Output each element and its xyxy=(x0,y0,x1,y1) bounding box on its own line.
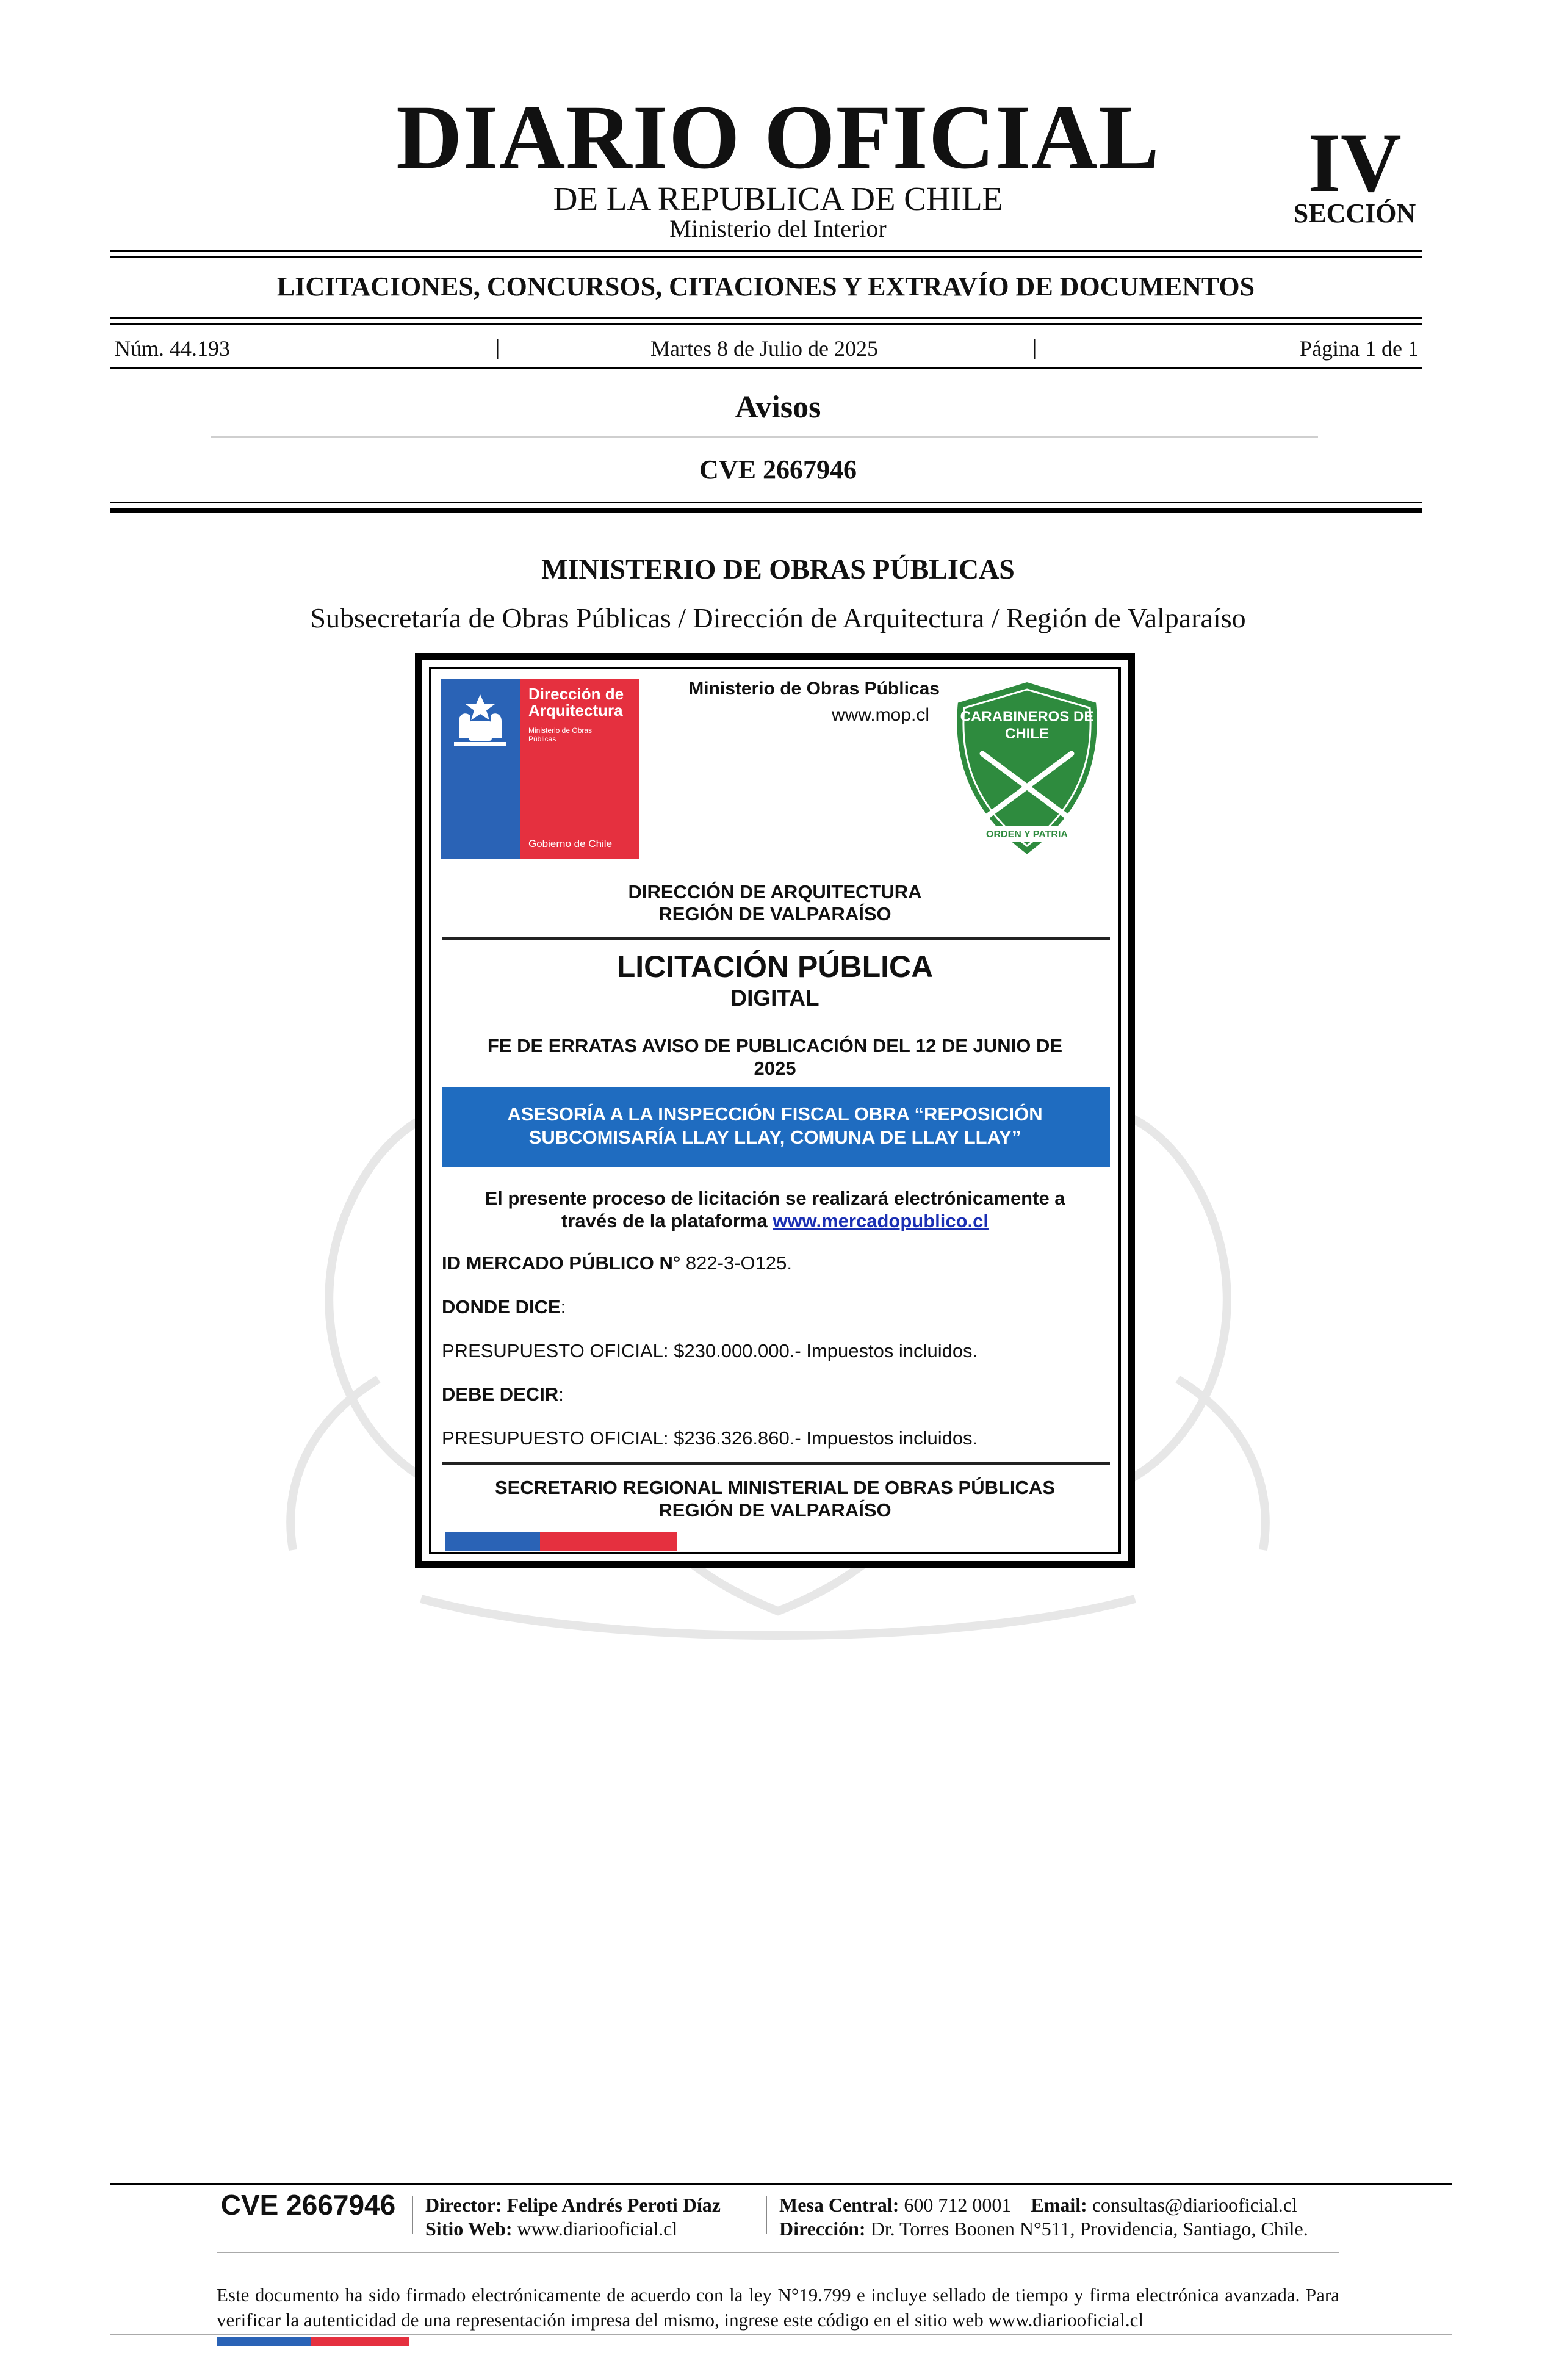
notice-divider xyxy=(442,937,1110,940)
footer-cve: CVE 2667946 xyxy=(220,2189,396,2221)
process-line xyxy=(439,1210,1111,1232)
issue-number: Núm. 44.193 xyxy=(115,336,230,361)
process-line: El presente proceso de licitación se realizará electrónicamente a xyxy=(484,1188,1065,1209)
footer-divider xyxy=(766,2196,767,2234)
id-label: ID MERCADO PÚBLICO N° xyxy=(442,1252,681,1274)
email-label: Email: xyxy=(1031,2194,1087,2216)
ministry-title: MINISTERIO DE OBRAS PÚBLICAS xyxy=(541,554,1015,585)
section-label: SECCIÓN xyxy=(1293,198,1416,228)
carabineros-badge-icon xyxy=(945,677,1109,860)
id-value: 822-3-O125. xyxy=(685,1252,792,1274)
tender-type: DIGITAL xyxy=(730,986,819,1011)
coat-of-arms-icon xyxy=(441,683,520,757)
says-line xyxy=(442,1296,566,1318)
should-line xyxy=(442,1383,564,1405)
notice-divider xyxy=(442,1462,1110,1465)
footer-rule-mid xyxy=(217,2252,1339,2253)
footer-rule-top xyxy=(110,2183,1452,2185)
meta-separator: | xyxy=(1032,335,1037,359)
logo-red-panel xyxy=(520,679,639,859)
director-label: Director: xyxy=(425,2194,502,2216)
masthead-rule-bottom xyxy=(110,256,1422,258)
email-value[interactable]: consultas@diariooficial.cl xyxy=(1092,2194,1297,2216)
newspaper-subtitle: DE LA REPUBLICA DE CHILE xyxy=(553,180,1003,217)
flag-blue xyxy=(445,1532,540,1551)
cve-rule-thick xyxy=(110,508,1422,513)
phone-label: Mesa Central: xyxy=(779,2194,899,2216)
web-value[interactable]: www.diariooficial.cl xyxy=(517,2218,678,2240)
flag-red xyxy=(540,1532,677,1551)
address-line xyxy=(779,2219,1308,2238)
newspaper-title: DIARIO OFICIAL xyxy=(396,87,1160,188)
footer-divider xyxy=(412,2196,413,2234)
cve-rule-thin xyxy=(110,502,1422,503)
logo-subline: Públicas xyxy=(528,735,556,744)
colon: : xyxy=(558,1383,564,1405)
signatory-line: REGIÓN DE VALPARAÍSO xyxy=(658,1499,891,1521)
contact-line xyxy=(779,2195,1297,2215)
meta-separator: | xyxy=(495,335,500,359)
director-line xyxy=(425,2195,721,2215)
web-label: Sitio Web: xyxy=(425,2218,513,2240)
address-value: Dr. Torres Boonen N°511, Providencia, Santiago, Chile. xyxy=(870,2218,1308,2240)
mop-name: Ministerio de Obras Públicas xyxy=(688,679,940,699)
address-label: Dirección: xyxy=(779,2218,866,2240)
header-rule-bottom xyxy=(110,323,1422,325)
signatory-line: SECRETARIO REGIONAL MINISTERIAL DE OBRAS PÚBLICAS xyxy=(494,1477,1055,1498)
ministry-line: Ministerio del Interior xyxy=(669,215,887,242)
phone-value: 600 712 0001 xyxy=(904,2194,1012,2216)
budget-new: PRESUPUESTO OFICIAL: $236.326.860.- Impuestos incluidos. xyxy=(442,1427,978,1449)
ministry-subtitle: Subsecretaría de Obras Públicas / Dirección de Arquitectura / Región de Valparaíso xyxy=(310,602,1246,633)
logo-subline: Ministerio de Obras xyxy=(528,726,593,735)
badge-text-top: CARABINEROS DE xyxy=(960,709,1094,725)
direction-line: DIRECCIÓN DE ARQUITECTURA xyxy=(628,881,922,903)
masthead-rule-top xyxy=(110,250,1422,252)
website-line xyxy=(425,2219,677,2238)
category-title: Avisos xyxy=(735,390,821,425)
footer-rule-bottom xyxy=(110,2334,1452,2335)
flag-blue xyxy=(217,2337,311,2346)
tender-title: LICITACIÓN PÚBLICA xyxy=(616,950,934,984)
logo-line: Dirección de xyxy=(528,685,624,703)
logo-line: Arquitectura xyxy=(528,701,623,720)
badge-text-mid: CHILE xyxy=(1005,726,1049,742)
meta-rule xyxy=(110,367,1422,369)
director-name: Felipe Andrés Peroti Díaz xyxy=(506,2194,721,2216)
issue-date: Martes 8 de Julio de 2025 xyxy=(650,336,878,361)
logo-footer: Gobierno de Chile xyxy=(528,838,613,849)
mop-url: www.mop.cl xyxy=(831,705,929,725)
category-rule xyxy=(211,436,1318,438)
should-label: DEBE DECIR xyxy=(442,1383,559,1405)
process-text: través de la plataforma xyxy=(561,1210,768,1231)
section-header: LICITACIONES, CONCURSOS, CITACIONES Y EXTRAVÍO DE DOCUMENTOS xyxy=(276,272,1255,301)
says-label: DONDE DICE xyxy=(442,1296,561,1318)
mercadopublico-link[interactable]: www.mercadopublico.cl xyxy=(773,1210,989,1231)
errata-line: FE DE ERRATAS AVISO DE PUBLICACIÓN DEL 12 DE JUNIO DE xyxy=(487,1035,1063,1056)
flag-red xyxy=(311,2337,409,2346)
notice-flag-bar xyxy=(445,1532,677,1551)
cve-header: CVE 2667946 xyxy=(699,455,857,485)
signature-notice: Este documento ha sido firmado electrónicamente de acuerdo con la ley N°19.799 e incluye sellado de tiempo y firma electrónica avanzada. Para verificar la autenticidad de una representación impresa del mismo, ingrese este código en el sitio web www.diariooficial.cl xyxy=(217,2284,1339,2331)
project-line: ASESORÍA A LA INSPECCIÓN FISCAL OBRA “REPOSICIÓN xyxy=(507,1103,1043,1125)
project-line: SUBCOMISARÍA LLAY LLAY, COMUNA DE LLAY LLAY” xyxy=(528,1127,1021,1148)
badge-ribbon: ORDEN Y PATRIA xyxy=(986,829,1068,840)
section-number: IV xyxy=(1308,116,1402,209)
id-line xyxy=(442,1252,792,1274)
page-indicator: Página 1 de 1 xyxy=(1300,336,1419,361)
colon: : xyxy=(560,1296,566,1318)
errata-line: 2025 xyxy=(754,1058,796,1079)
header-rule-top xyxy=(110,317,1422,319)
logo-blue-panel xyxy=(441,679,520,859)
direccion-arquitectura-logo xyxy=(441,679,639,859)
budget-old: PRESUPUESTO OFICIAL: $230.000.000.- Impuestos incluidos. xyxy=(442,1340,978,1361)
footer-flag-bar xyxy=(217,2337,409,2346)
region-line: REGIÓN DE VALPARAÍSO xyxy=(658,903,891,925)
